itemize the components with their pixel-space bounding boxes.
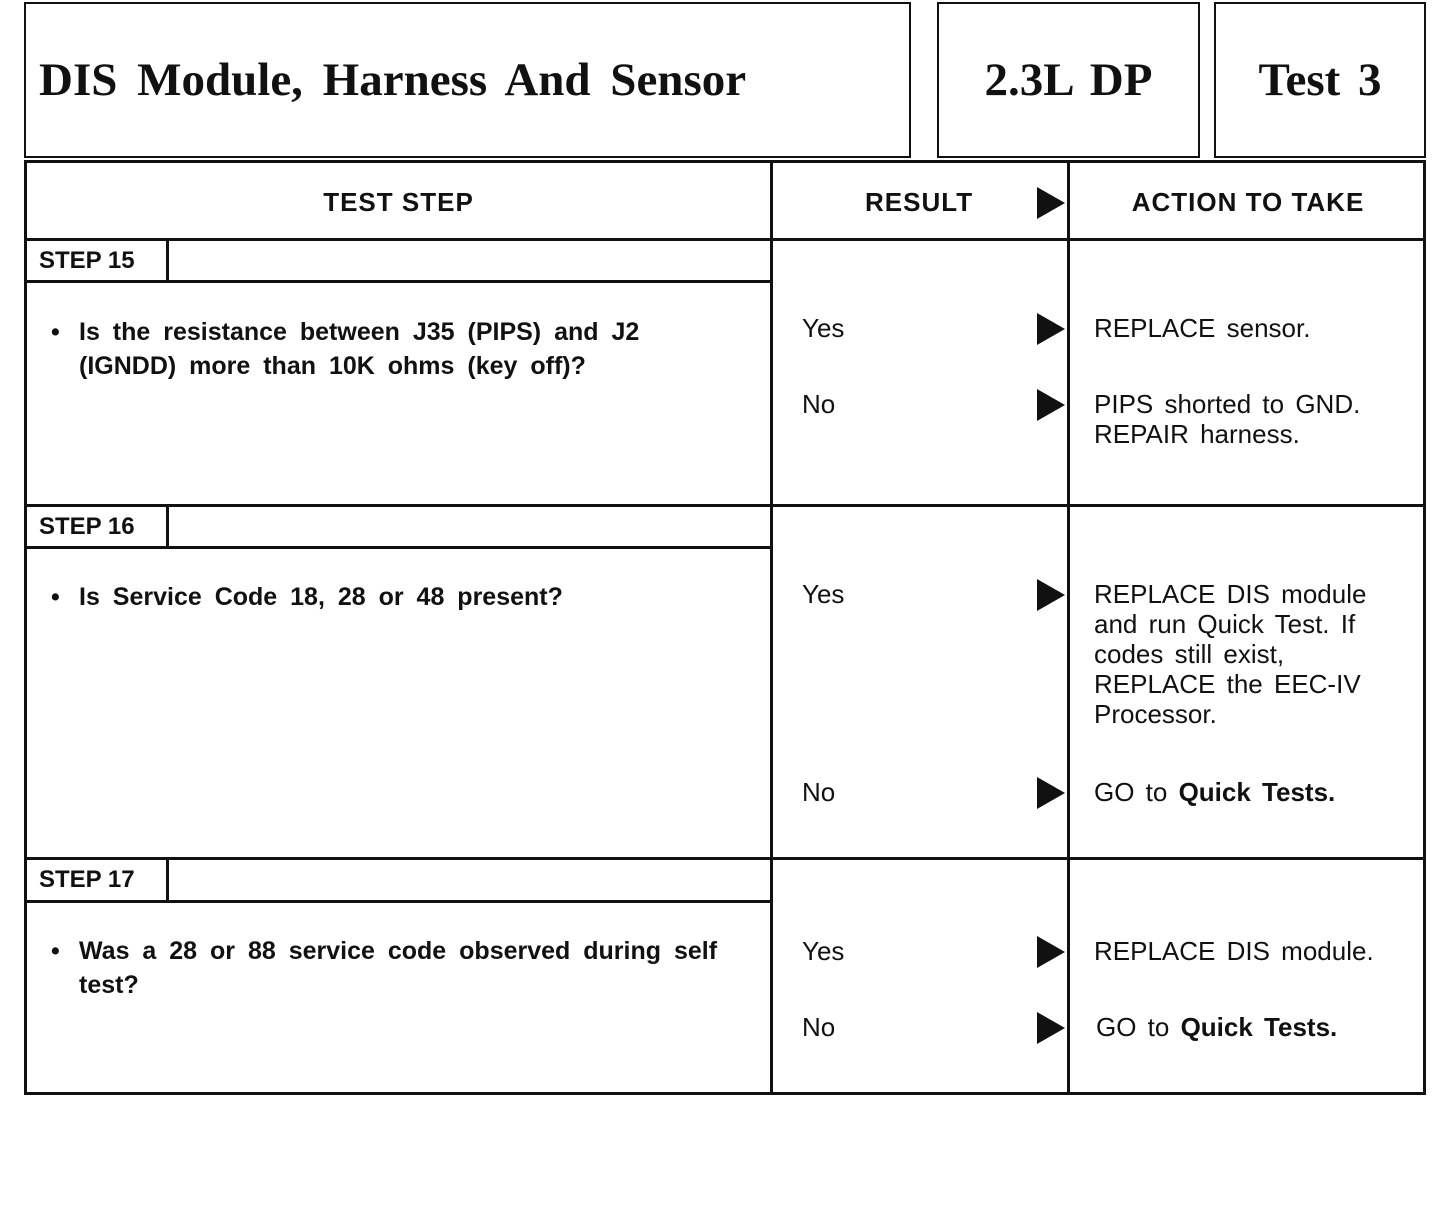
action-text-plain: GO to bbox=[1096, 1012, 1181, 1042]
action-text bbox=[1094, 777, 1414, 807]
step-question bbox=[51, 934, 739, 1002]
bullet-icon: • bbox=[51, 937, 60, 965]
action-text-plain: REPLACE sensor. bbox=[1094, 313, 1311, 343]
column-divider bbox=[770, 163, 773, 1095]
column-header-test-step: TEST STEP bbox=[323, 187, 474, 217]
right-triangle-arrow-icon bbox=[1037, 579, 1065, 611]
action-text-bold: Quick Tests. bbox=[1180, 1012, 1338, 1042]
result-no: No bbox=[802, 1012, 836, 1042]
right-triangle-arrow-icon bbox=[1037, 936, 1065, 968]
column-divider bbox=[1067, 163, 1070, 1095]
step-divider bbox=[27, 504, 1426, 507]
action-text bbox=[1096, 1012, 1416, 1042]
procedure-title: DIS Module, Harness And Sensor bbox=[39, 54, 747, 106]
engine-label: 2.3L DP bbox=[984, 54, 1153, 106]
result-no: No bbox=[802, 777, 836, 807]
engine-box bbox=[937, 2, 1200, 158]
step-question-text: Is Service Code 18, 28 or 48 present? bbox=[79, 583, 563, 611]
right-triangle-arrow-icon bbox=[1037, 187, 1065, 219]
step-label: STEP 16 bbox=[27, 507, 169, 547]
step-label-underline bbox=[27, 280, 770, 283]
action-text bbox=[1094, 936, 1424, 966]
diagnostic-table bbox=[24, 160, 1426, 1095]
result-yes: Yes bbox=[802, 313, 845, 343]
test-number: Test 3 bbox=[1258, 54, 1382, 106]
right-triangle-arrow-icon bbox=[1037, 1012, 1065, 1044]
step-label-underline bbox=[27, 900, 770, 903]
step-label: STEP 17 bbox=[27, 860, 169, 900]
column-header-result: RESULT bbox=[865, 187, 974, 217]
result-yes: Yes bbox=[802, 936, 845, 966]
step-label-underline bbox=[27, 546, 770, 549]
right-triangle-arrow-icon bbox=[1037, 389, 1065, 421]
step-question bbox=[51, 315, 739, 383]
action-text-plain: PIPS shorted to GND. REPAIR harness. bbox=[1094, 389, 1361, 449]
action-text bbox=[1094, 579, 1394, 729]
action-text bbox=[1094, 313, 1414, 343]
action-text bbox=[1094, 389, 1404, 449]
step-question bbox=[51, 580, 739, 614]
result-yes: Yes bbox=[802, 579, 845, 609]
step-question-text: Was a 28 or 88 service code observed during self test? bbox=[79, 937, 718, 999]
bullet-icon: • bbox=[51, 318, 60, 346]
procedure-title-box bbox=[24, 2, 911, 158]
right-triangle-arrow-icon bbox=[1037, 313, 1065, 345]
action-text-plain: REPLACE DIS module and run Quick Test. If codes still exist, REPLACE the EEC-IV Processor. bbox=[1094, 579, 1367, 729]
action-text-bold: Quick Tests. bbox=[1178, 777, 1336, 807]
step-label: STEP 15 bbox=[27, 241, 169, 281]
bullet-icon: • bbox=[51, 583, 60, 611]
test-number-box bbox=[1214, 2, 1426, 158]
action-text-plain: REPLACE DIS module. bbox=[1094, 936, 1374, 966]
step-question-text: Is the resistance between J35 (PIPS) and J2 (IGNDD) more than 10K ohms (key off)? bbox=[79, 318, 640, 380]
action-text-plain: GO to bbox=[1094, 777, 1179, 807]
result-no: No bbox=[802, 389, 836, 419]
step-divider bbox=[27, 857, 1426, 860]
column-header-action: ACTION TO TAKE bbox=[1131, 187, 1365, 217]
right-triangle-arrow-icon bbox=[1037, 777, 1065, 809]
